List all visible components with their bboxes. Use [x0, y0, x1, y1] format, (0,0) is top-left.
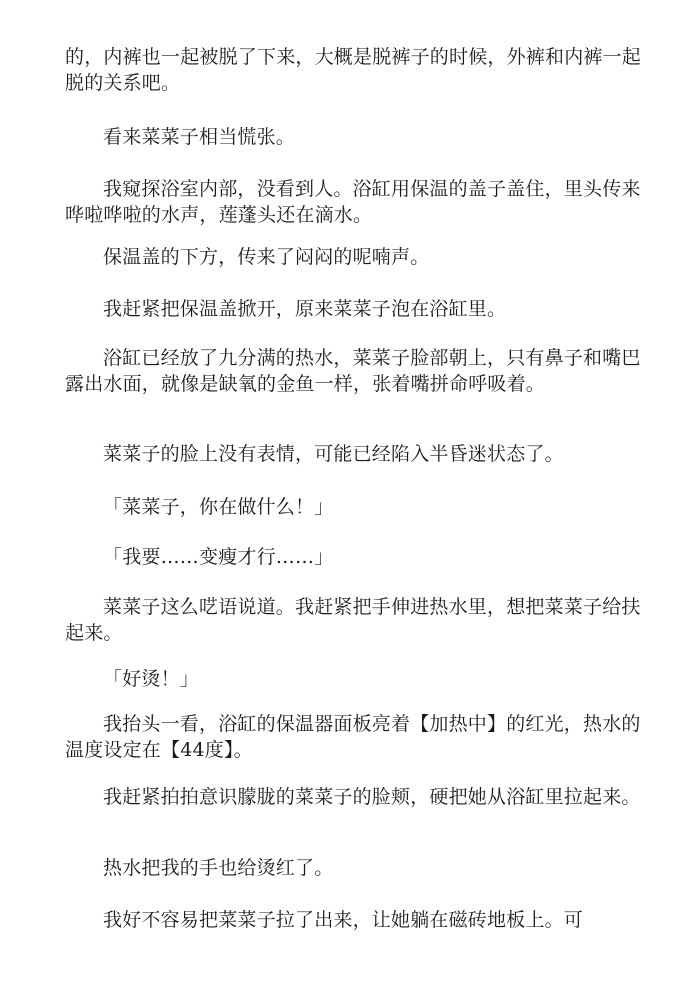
paragraph-9: 我抬头一看，浴缸的保温器面板亮着【加热中】的红光，热水的温度设定在【44度】。 [65, 713, 641, 761]
paragraph-3: 我窥探浴室内部，没看到人。浴缸用保温的盖子盖住，里头传来哗啦哗啦的水声，莲蓬头还在滴水。 [65, 178, 641, 226]
paragraph-7: 菜菜子的脸上没有表情，可能已经陷入半昏迷状态了。 [103, 443, 564, 465]
paragraph-12: 我好不容易把菜菜子拉了出来，让她躺在磁砖地板上。可 [103, 909, 584, 931]
dialogue-2: 「我要……变瘦才行……」 [103, 546, 334, 568]
dialogue-3: 「好烫！」 [103, 668, 200, 690]
paragraph-11: 热水把我的手也给烫红了。 [103, 857, 334, 879]
paragraph-2: 看来菜菜子相当慌张。 [103, 126, 296, 148]
dialogue-1: 「菜菜子，你在做什么！」 [103, 496, 334, 518]
paragraph-1: 的，内裤也一起被脱了下来，大概是脱裤子的时候，外裤和内裤一起脱的关系吧。 [65, 46, 642, 94]
paragraph-5: 我赶紧把保温盖掀开，原来菜菜子泡在浴缸里。 [103, 298, 507, 320]
paragraph-10: 我赶紧拍拍意识朦胧的菜菜子的脸颊，硬把她从浴缸里拉起来。 [103, 786, 641, 808]
paragraph-8: 菜菜子这么呓语说道。我赶紧把手伸进热水里，想把菜菜子给扶起来。 [65, 596, 641, 644]
paragraph-6: 浴缸已经放了九分满的热水，菜菜子脸部朝上，只有鼻子和嘴巴露出水面，就像是缺氧的金鱼一样，张着嘴拼命呼吸着。 [65, 347, 641, 395]
paragraph-4: 保温盖的下方，传来了闷闷的呢喃声。 [103, 246, 430, 268]
